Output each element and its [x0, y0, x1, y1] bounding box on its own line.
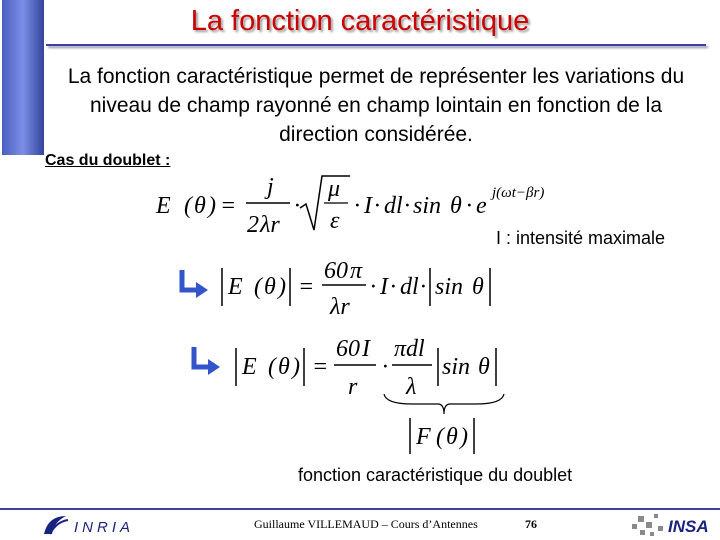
svg-text:E: E: [156, 193, 171, 219]
svg-text:): ): [278, 274, 286, 300]
svg-text:sin: sin: [413, 193, 442, 219]
svg-text:r: r: [348, 374, 358, 400]
svg-text:π: π: [350, 258, 363, 284]
svg-text:60: 60: [324, 258, 348, 284]
svg-text:j: j: [267, 174, 274, 200]
svg-text:θ: θ: [478, 354, 490, 380]
svg-text:λr: λr: [330, 294, 350, 320]
insa-logo-text: INSA: [668, 517, 709, 536]
svg-text:=: =: [298, 274, 315, 300]
svg-text:): ): [208, 193, 216, 219]
svg-text:·: ·: [374, 193, 380, 219]
svg-text:ε: ε: [330, 208, 340, 234]
svg-text:θ: θ: [446, 424, 458, 450]
svg-text:·: ·: [420, 274, 426, 300]
svg-text:(: (: [184, 193, 192, 219]
svg-text:θ: θ: [472, 274, 484, 300]
svg-text:·: ·: [382, 354, 388, 380]
footer-divider: [0, 508, 720, 510]
svg-text:·: ·: [466, 193, 472, 219]
step-arrow-icon: [190, 345, 222, 379]
svg-text:(: (: [436, 424, 444, 450]
svg-text:): ): [292, 354, 300, 380]
equation-characteristic-function: [404, 414, 494, 458]
svg-text:=: =: [312, 354, 329, 380]
svg-text:θ: θ: [264, 274, 276, 300]
intro-paragraph: La fonction caractéristique permet de représenter les variations du niveau de champ rayonné en champ lointain en fonction de la direction considérée.: [67, 65, 685, 146]
svg-text:2: 2: [247, 212, 259, 238]
svg-text:60: 60: [336, 336, 360, 362]
slide-title: La fonction caractéristique: [190, 5, 530, 37]
page-number: 76: [525, 517, 537, 531]
svg-text:μ: μ: [328, 176, 341, 202]
citi-logo: [0, 0, 46, 540]
svg-text:F: F: [416, 424, 431, 450]
title-divider: [46, 44, 706, 46]
svg-text:θ: θ: [194, 193, 206, 219]
svg-text:j(ωt−βr): j(ωt−βr): [492, 185, 545, 201]
svg-text:·: ·: [404, 193, 410, 219]
svg-text:(: (: [254, 274, 262, 300]
svg-text:πdl: πdl: [394, 336, 425, 362]
svg-text:λr: λr: [260, 212, 280, 238]
svg-text:E: E: [242, 354, 257, 380]
underbrace: [382, 392, 506, 416]
footer-author-course: Guillaume VILLEMAUD – Cours d’Antennes: [254, 517, 478, 531]
svg-text:θ: θ: [450, 193, 462, 219]
svg-text:(: (: [268, 354, 276, 380]
svg-text:sin: sin: [435, 274, 464, 300]
svg-text:·: ·: [294, 193, 300, 219]
insa-logo: [628, 508, 720, 540]
svg-text:I: I: [380, 274, 388, 300]
svg-text:I: I: [362, 336, 370, 362]
svg-text:λ: λ: [406, 374, 417, 400]
svg-text:·: ·: [370, 274, 376, 300]
equation-magnitude: [216, 254, 516, 324]
svg-text:): ): [460, 424, 468, 450]
svg-text:I: I: [364, 193, 372, 219]
intensity-note: I : intensité maximale: [496, 228, 666, 248]
svg-text:θ: θ: [278, 354, 290, 380]
svg-text:e: e: [476, 193, 487, 219]
inria-logo: [40, 512, 140, 538]
svg-text:dl: dl: [400, 274, 419, 300]
svg-text:·: ·: [354, 193, 360, 219]
step-arrow-icon: [178, 268, 210, 302]
svg-text:E: E: [228, 274, 243, 300]
svg-text:dl: dl: [384, 193, 403, 219]
svg-text:=: =: [220, 193, 237, 219]
case-heading: Cas du doublet :: [45, 152, 171, 169]
svg-text:sin: sin: [442, 354, 471, 380]
function-caption: fonction caractéristique du doublet: [298, 465, 573, 485]
inria-logo-text: INRIA: [74, 519, 135, 536]
svg-text:·: ·: [390, 274, 396, 300]
